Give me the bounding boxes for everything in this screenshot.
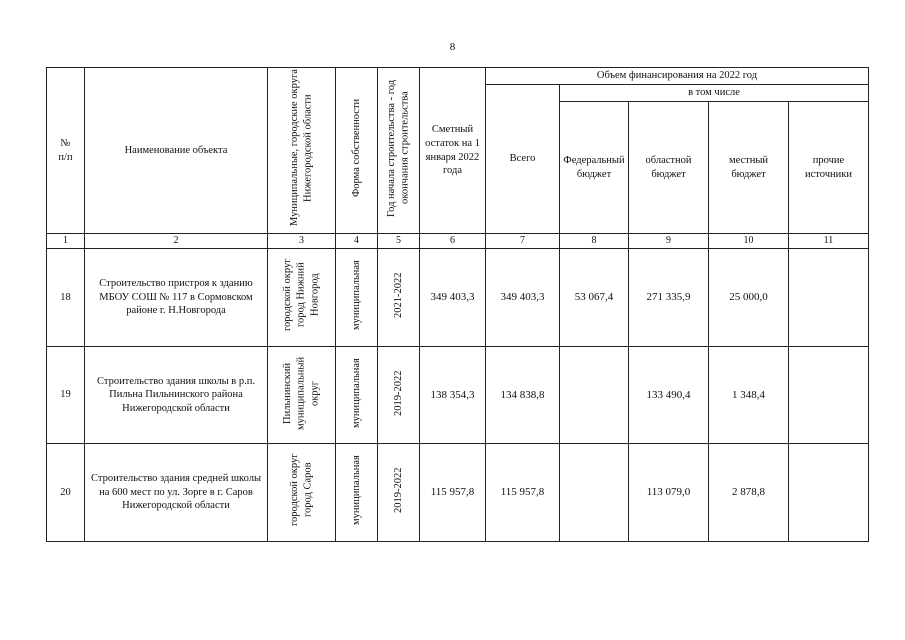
column-numbers-row (47, 234, 869, 249)
estimate: 115 957,8 (420, 444, 486, 542)
column-number: 7 (486, 234, 560, 249)
header-regional (629, 102, 709, 234)
local: 1 348,4 (709, 346, 789, 444)
header-including (560, 85, 869, 102)
header-local (709, 102, 789, 234)
column-number: 2 (85, 234, 268, 249)
column-number: 10 (709, 234, 789, 249)
header-including-label: в том числе (688, 87, 740, 99)
municipality-cell (268, 444, 336, 542)
column-number: 11 (789, 234, 869, 249)
regional: 133 490,4 (629, 346, 709, 444)
total: 115 957,8 (486, 444, 560, 542)
row-number: 20 (47, 444, 85, 542)
header-other (789, 102, 869, 234)
header-no-label: № п/п (58, 137, 73, 163)
municipality: городской округ город Нижний Новгород (282, 258, 321, 332)
header-years (378, 68, 420, 234)
header-total (486, 85, 560, 234)
ownership: муниципальная (350, 357, 362, 428)
column-number: 3 (268, 234, 336, 249)
column-number: 5 (378, 234, 420, 249)
years: 2019-2022 (392, 369, 404, 416)
federal: 53 067,4 (560, 249, 629, 347)
header-ownership (336, 68, 378, 234)
estimate: 349 403,3 (420, 249, 486, 347)
ownership-cell (336, 249, 378, 347)
row-number: 18 (47, 249, 85, 347)
header-estimate (420, 68, 486, 234)
table-row (47, 444, 869, 542)
local: 25 000,0 (709, 249, 789, 347)
header-local-label: местный бюджет (728, 154, 769, 180)
header-ownership-label: Форма собственности (350, 99, 362, 198)
local: 2 878,8 (709, 444, 789, 542)
municipality-cell (268, 346, 336, 444)
years-cell (378, 346, 420, 444)
federal (560, 444, 629, 542)
total: 134 838,8 (486, 346, 560, 444)
column-number: 8 (560, 234, 629, 249)
column-number: 1 (47, 234, 85, 249)
header-federal-label: Федеральный бюджет (563, 154, 625, 180)
other (789, 346, 869, 444)
header-municipality-label: Муниципальные, городские округа Нижегородской области (288, 69, 314, 227)
header-federal (560, 102, 629, 234)
page-number: 8 (449, 41, 456, 53)
object-name: Строительство здания школы в р.п. Пильна Пильнинского района Нижегородской области (85, 346, 268, 444)
object-name: Строительство пристроя к зданию МБОУ СОШ № 117 в Сормовском районе г. Н.Новгорода (85, 249, 268, 347)
header-name (85, 68, 268, 234)
total: 349 403,3 (486, 249, 560, 347)
header-estimate-label: Сметный остаток на 1 января 2022 года (425, 124, 480, 177)
estimate: 138 354,3 (420, 346, 486, 444)
other (789, 444, 869, 542)
header-municipality (268, 68, 336, 234)
regional: 113 079,0 (629, 444, 709, 542)
row-number: 19 (47, 346, 85, 444)
header-regional-label: областной бюджет (645, 154, 692, 180)
header-financing (486, 68, 869, 85)
financing-table (46, 67, 869, 542)
column-number: 6 (420, 234, 486, 249)
header-no (47, 68, 85, 234)
header-financing-label: Объем финансирования на 2022 год (596, 70, 758, 82)
ownership: муниципальная (350, 455, 362, 526)
years: 2019-2022 (392, 467, 404, 514)
object-name: Строительство здания средней школы на 600 мест по ул. Зорге в г. Саров Нижегородской области (85, 444, 268, 542)
municipality: городской округ город Саров (288, 454, 314, 527)
column-number: 9 (629, 234, 709, 249)
years: 2021-2022 (392, 272, 404, 318)
municipality-cell (268, 249, 336, 347)
table-row (47, 249, 869, 347)
ownership: муниципальная (350, 260, 362, 330)
municipality: Пильнинский муниципальный округ (282, 356, 321, 430)
ownership-cell (336, 444, 378, 542)
ownership-cell (336, 346, 378, 444)
federal (560, 346, 629, 444)
header-name-label: Наименование объекта (124, 144, 228, 156)
column-number: 4 (336, 234, 378, 249)
header-other-label: прочие источники (805, 154, 852, 180)
header-years-label: Год начала строительства - год окончания строительства (385, 79, 411, 217)
header-total-label: Всего (509, 153, 536, 165)
years-cell (378, 444, 420, 542)
years-cell (378, 249, 420, 347)
regional: 271 335,9 (629, 249, 709, 347)
other (789, 249, 869, 347)
table-row (47, 346, 869, 444)
